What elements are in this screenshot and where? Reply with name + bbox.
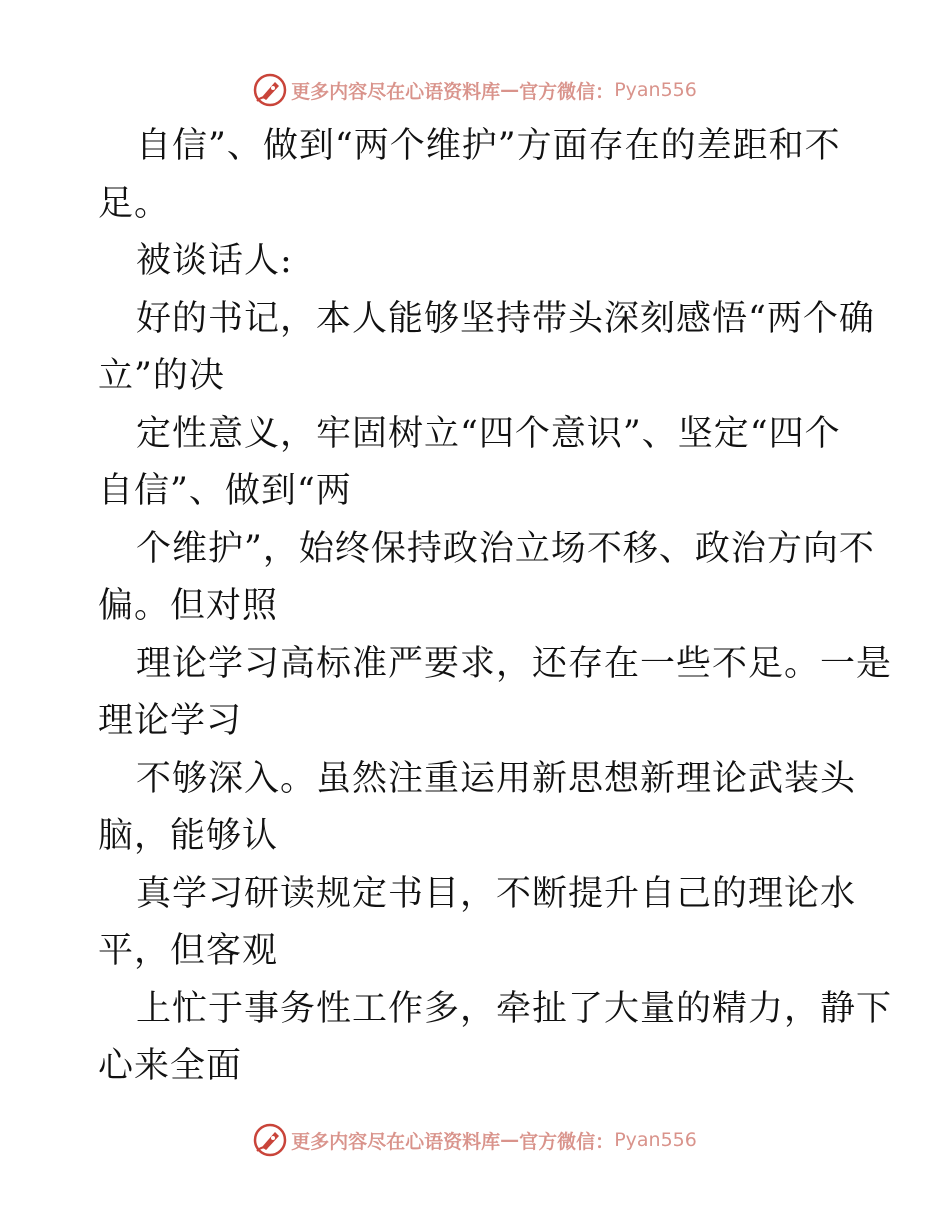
pen-nib-logo-icon (253, 73, 287, 107)
body-line: 不够深入。虽然注重运用新思想新理论武装头 (136, 758, 857, 799)
body-line: 自信”、做到“两个维护”方面存在的差距和不 (136, 126, 841, 166)
body-line: 个维护”，始终保持政治立场不移、政治方向不 (136, 528, 875, 569)
body-line: 好的书记，本人能够坚持带头深刻感悟“两个确 (136, 298, 875, 339)
banner-dash: — (500, 79, 520, 101)
banner-wechat-label: 官方微信： (519, 80, 615, 103)
speaker-label: 被谈话人: (136, 241, 293, 281)
body-line: 理论学习 (98, 701, 243, 741)
body-line: 真学习研读规定书目，不断提升自己的理论水 (136, 873, 857, 914)
body-line: 心来全面 (98, 1046, 243, 1086)
banner-brand-text: 更多内容尽在心语资料库 (291, 1130, 501, 1153)
body-line: 偏。但对照 (98, 586, 279, 626)
pen-nib-logo-icon (253, 1123, 287, 1157)
banner-dash: — (500, 1129, 520, 1151)
body-line: 脑，能够认 (98, 816, 279, 856)
banner-brand-text: 更多内容尽在心语资料库 (291, 80, 501, 103)
banner-wechat-label: 官方微信： (519, 1130, 615, 1153)
body-line: 足。 (98, 183, 171, 224)
body-line: 自信”、做到“两 (98, 471, 352, 511)
banner-wechat-id: Pyan556 (614, 79, 697, 101)
document-body (98, 118, 893, 1096)
body-line: 立”的决 (98, 356, 225, 396)
header-banner (0, 70, 950, 110)
body-line: 理论学习高标准严要求，还存在一些不足。一是 (136, 643, 893, 684)
footer-banner (0, 1120, 950, 1160)
body-line: 定性意义，牢固树立“四个意识”、坚定“四个 (136, 413, 841, 454)
body-line: 上忙于事务性工作多，牵扯了大量的精力，静下 (136, 988, 893, 1029)
banner-wechat-id: Pyan556 (614, 1129, 697, 1151)
body-line: 平，但客观 (98, 931, 279, 971)
